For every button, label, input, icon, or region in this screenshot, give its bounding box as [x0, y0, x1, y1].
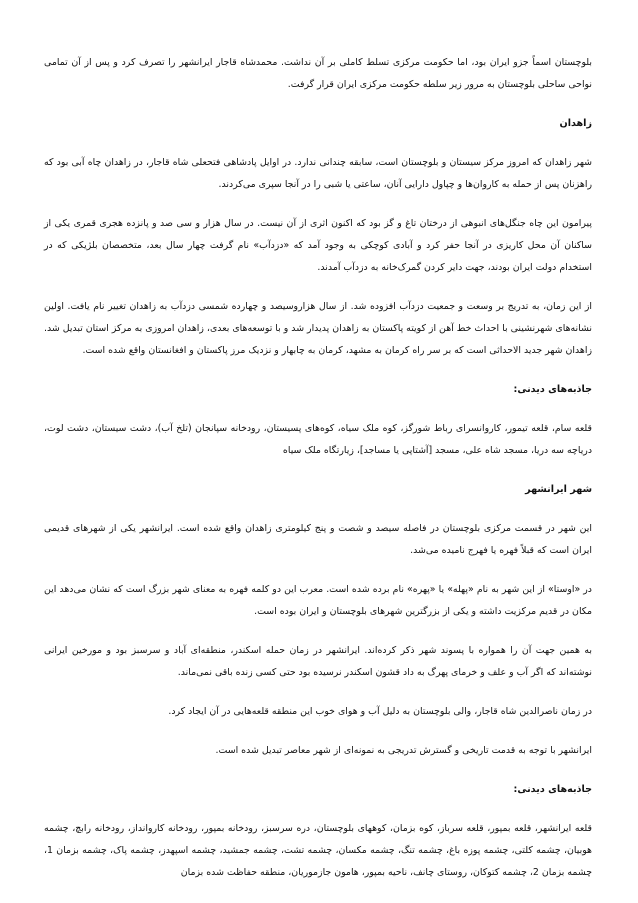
paragraph-iranshahr-location: این شهر در قسمت مرکزی بلوچستان در فاصله سیصد و شصت و پنج کیلومتری زاهدان واقع شده است. ایرانشهر یکی از شهرهای قدیمی ایران است که قبلاً فهره یا فهرج نامیده می‌شد. — [44, 523, 592, 556]
heading-iranshahr: شهر ایرانشهر — [525, 484, 592, 495]
paragraph-zahedan-attractions: قلعه سام، قلعه تیمور، کاروانسرای رباط شورگز، کوه ملک سیاه، کوه‌های پسیستان، رودخانه سپانجان (تلخ آب)، دشت سیستان، دشت لوت، دریاچه سه دریا، مسجد شاه علی، مسجد [آشتاپی یا مساجد]، زیارتگاه ملک سیاه — [44, 423, 592, 456]
paragraph-baluchistan-history: بلوچستان اسماً جزو ایران بود، اما حکومت مرکزی تسلط کاملی بر آن نداشت. محمدشاه قاجار ایرانشهر را تصرف کرد و پس از آن تمامی نواحی ساحلی بلوچستان به مرور زیر سلطه حکومت مرکزی ایران قرار گرفت. — [44, 57, 592, 90]
paragraph-zahedan-growth: از این زمان، به تدریج بر وسعت و جمعیت دزدآب افزوده شد. از سال هزاروسیصد و چهارده شمسی دزدآب به زاهدان تغییر نام یافت. اولین نشانه‌های شهرنشینی با احداث خط آهن از کویته پاکستان به زاهدان پدیدار شد و با توسعه‌های بعدی، زاهدان امروزی به مرکز استان تبدیل شد. زاهدان شهر جدید الاحداثی است که بر سر راه کرمان به مشهد، کرمان به چابهار و نزدیک مرز پاکستان و افغانستان واقع شده است. — [44, 301, 592, 356]
paragraph-iranshahr-avesta: در «اوستا» از این شهر به نام «پهله» یا «پهره» نام برده شده است. معرب این دو کلمه فهره به معنای شهر بزرگ است که نشان می‌دهد این مکان در قدیم مرکزیت داشته و یکی از بزرگترین شهرهای بلوچستان و ایران بوده است. — [44, 584, 592, 617]
heading-attractions-iranshahr: جاذبه‌های دیدنی: — [513, 784, 592, 795]
paragraph-iranshahr-modern: ایرانشهر با توجه به قدمت تاریخی و گسترش تدریجی به نمونه‌ای از شهر معاصر تبدیل شده است. — [215, 745, 592, 756]
document-body — [44, 52, 592, 901]
paragraph-iranshahr-alexander: به همین جهت آن را همواره با پسوند شهر ذکر کرده‌اند. ایرانشهر در زمان حمله اسکندر، منطقه‌ای آباد و سرسبز بود و مورخین ایرانی نوشته‌اند که اگر آب و علف و خرمای پهرگ به داد قشون اسکندر نرسیده بود حتی کسی زنده باقی نمی‌ماند. — [44, 645, 592, 678]
paragraph-iranshahr-attractions: قلعه ایرانشهر، قلعه بمپور، قلعه سرباز، کوه بزمان، کوههای بلوچستان، دره سرسبز، رودخانه بمپور، رودخانه کاروانداز، رودخانه رابچ، چشمه هوبیان، چشمه کلتی، چشمه پوزه باغ، چشمه تنگ، چشمه مکسان، چشمه تشت، چشمه جمشید، چشمه اسپهدز، چشمه پاک، چشمه بزمان 1، چشمه بزمان 2، چشمه کتوکان، روستای چانف، ناحیه بمپور، هامون جازموریان، منطقه حفاظت شده بزمان — [44, 823, 592, 878]
paragraph-iranshahr-qajar: در زمان ناصرالدین شاه قاجار، والی بلوچستان به دلیل آب و هوای خوب این منطقه قلعه‌هایی در آن ایجاد کرد. — [168, 706, 592, 717]
paragraph-zahedan-dozdab: پیرامون این چاه جنگل‌های انبوهی از درختان تاغ و گز بود که اکنون اثری از آن نیست. در سال هزار و سی صد و پانزده هجری قمری یکی از ساکنان آن محل کاریزی در آنجا حفر کرد و آبادی کوچکی به وجود آمد که «دزدآب» نام گرفت چهار سال بعد، متخصصان بلژیکی که در استخدام دولت ایران بودند، جهت دایر کردن گمرک‌خانه به دزدآب آمدند. — [44, 218, 592, 273]
paragraph-zahedan-origin: شهر زاهدان که امروز مرکز سیستان و بلوچستان است، سابقه چندانی ندارد. در اوایل پادشاهی فتحعلی شاه قاجار، در زاهدان چاه آبی بود که راهزنان پس از حمله به کاروان‌ها و چپاول دارایی آنان، ساعتی یا شبی را در آنجا سپری می‌کردند. — [44, 157, 592, 190]
heading-attractions-zahedan: جاذبه‌های دیدنی: — [513, 384, 592, 395]
heading-zahedan: زاهدان — [559, 118, 592, 129]
